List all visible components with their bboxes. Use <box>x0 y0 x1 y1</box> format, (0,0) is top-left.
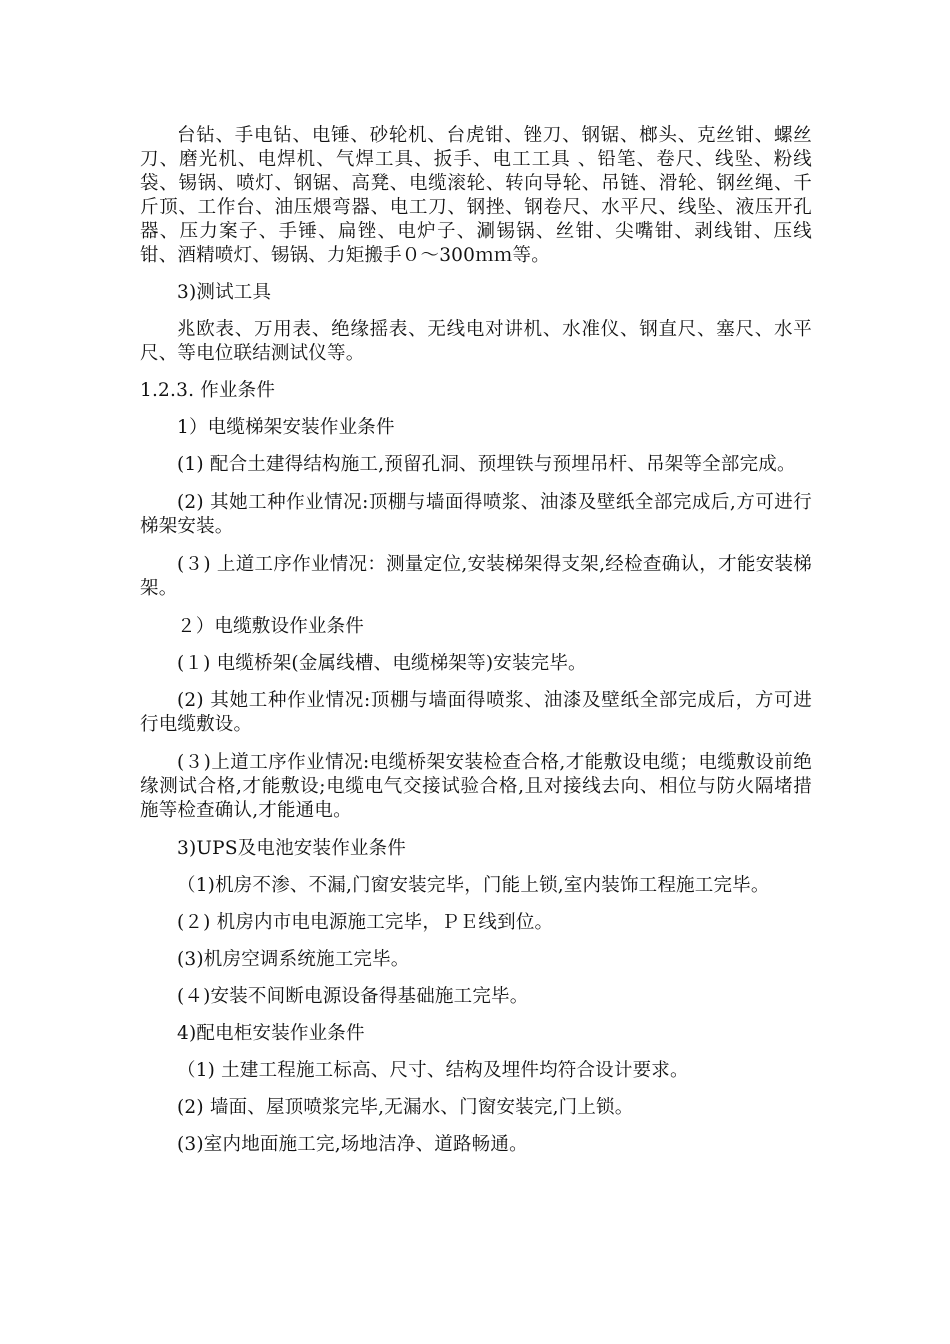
subheading-distribution-cabinet: 4)配电柜安装作业条件 <box>177 1023 365 1044</box>
ups-item-1: （1)机房不渗、不漏,门窗安装完毕，门能上锁,室内装饰工程施工完毕。 <box>177 875 770 896</box>
cable-laying-item-3: (３)上道工序作业情况:电缆桥架安装检查合格,才能敷设电缆；电缆敷设前绝缘测试合格,才能敷设;电缆电气交接试验合格,且对接线去向、相位与防火隔堵措施等检查确认,才能通电。 <box>140 752 812 821</box>
cabinet-item-1: （1) 土建工程施工标高、尺寸、结构及埋件均符合设计要求。 <box>177 1060 689 1081</box>
section-heading-work-conditions: 1.2.3. 作业条件 <box>140 380 276 401</box>
testing-tools-heading: 3)测试工具 <box>177 282 272 303</box>
cabinet-item-3: (3)室内地面施工完,场地洁净、道路畅通。 <box>177 1134 528 1155</box>
tools-list-paragraph: 台钻、手电钻、电锤、砂轮机、台虎钳、锉刀、钢锯、榔头、克丝钳、螺丝刀、磨光机、电焊机、气焊工具、扳手、电工工具 、铅笔、卷尺、线坠、粉线袋、锡锅、喷灯、钢锯、高凳、电缆滚轮、转向导轮、吊链、滑轮、钢丝绳、千斤顶、工作台、油压煨弯器、电工刀、钢挫、钢卷尺、水平尺、线坠、液压开孔器、压力案子、手锤、扁锉、电炉子、涮锡锅、丝钳、尖嘴钳、剥线钳、压线钳、酒精喷灯、锡锅、力矩搬手０～300ｍｍ等。 <box>140 125 812 266</box>
subheading-ups-battery: 3)UPS及电池安装作业条件 <box>177 838 407 859</box>
testing-tools-list: 兆欧表、万用表、绝缘摇表、无线电对讲机、水准仪、钢直尺、塞尺、水平尺、等电位联结测试仪等。 <box>140 319 812 364</box>
ups-item-4: (４)安装不间断电源设备得基础施工完毕。 <box>177 986 529 1007</box>
document-body <box>140 124 812 1157</box>
cabinet-item-2: (2) 墙面、屋顶喷浆完毕,无漏水、门窗安装完,门上锁。 <box>177 1097 634 1118</box>
cable-ladder-item-1: (1) 配合土建得结构施工,预留孔洞、预埋铁与预埋吊杆、吊架等全部完成。 <box>177 454 796 475</box>
cable-laying-item-1: (１) 电缆桥架(金属线槽、电缆梯架等)安装完毕。 <box>177 653 587 674</box>
ups-item-2: (２) 机房内市电电源施工完毕，ＰＥ线到位。 <box>177 912 554 933</box>
cable-laying-item-2: (2) 其她工种作业情况:顶棚与墙面得喷浆、油漆及壁纸全部完成后，方可进行电缆敷设。 <box>140 690 812 735</box>
subheading-cable-ladder: 1）电缆梯架安装作业条件 <box>177 417 395 438</box>
subheading-cable-laying: ２）电缆敷设作业条件 <box>177 616 365 637</box>
ups-item-3: (3)机房空调系统施工完毕。 <box>177 949 410 970</box>
cable-ladder-item-2: (2) 其她工种作业情况:顶棚与墙面得喷浆、油漆及壁纸全部完成后,方可进行梯架安装。 <box>140 492 812 537</box>
cable-ladder-item-3: (３) 上道工序作业情况：测量定位,安装梯架得支架,经检查确认，才能安装梯架。 <box>140 554 812 599</box>
